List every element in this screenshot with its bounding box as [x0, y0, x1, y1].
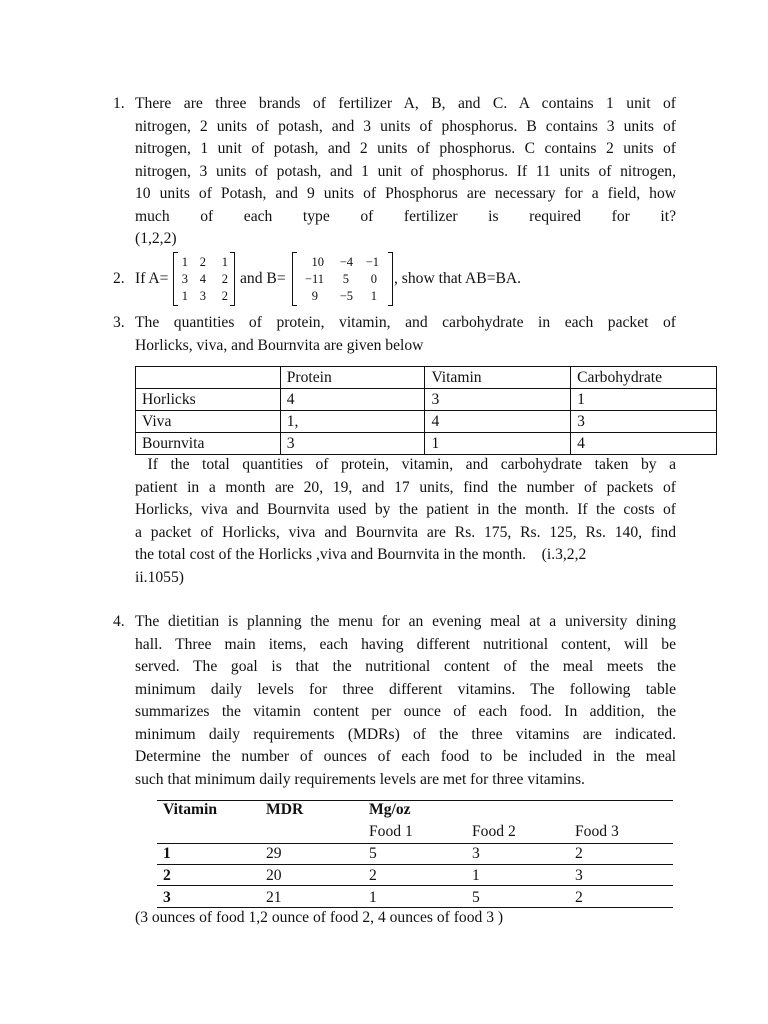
text-line: Horlicks, viva, and Bournvita are given below — [135, 336, 424, 354]
matrix-cell: 10 — [311, 255, 324, 269]
table-header-cell — [136, 367, 281, 389]
matrix-b-label: and B= — [240, 270, 286, 287]
table-cell: 5 — [472, 889, 480, 906]
matrix-cell: 9 — [311, 289, 318, 303]
text-line: Determine the number of ounces of each food to be included in the meal — [135, 748, 676, 765]
matrix-cell: 1 — [181, 289, 188, 303]
table-cell: Horlicks — [136, 389, 281, 411]
table-cell: 2 — [163, 867, 171, 884]
question-number: 1. — [113, 95, 125, 112]
vitamin-table — [157, 799, 673, 909]
table-cell: 3 — [163, 889, 171, 906]
matrix-cell: 4 — [199, 272, 206, 286]
table-cell: Viva — [136, 411, 281, 433]
table-header-cell: Protein — [280, 367, 425, 389]
table-cell: 2 — [575, 889, 583, 906]
table-cell: 3 — [425, 389, 571, 411]
table-cell: 1, — [280, 411, 425, 433]
question-number: 2. — [113, 270, 125, 287]
table-cell: 5 — [369, 845, 377, 862]
matrix-cell: −5 — [339, 289, 353, 303]
text-line: If the total quantities of protein, vitamin, and carbohydrate taken by a — [135, 456, 676, 473]
table-cell: 3 — [280, 433, 425, 455]
question-3-body — [135, 454, 676, 589]
matrix-a-label: If A= — [135, 270, 169, 287]
text-line: patient in a month are 20, 19, and 17 units, find the number of packets of — [135, 478, 676, 496]
table-row — [157, 887, 673, 909]
text-line: summarizes the vitamin content per ounce of each food. In addition, the — [135, 703, 676, 720]
table-cell: 1 — [163, 845, 171, 862]
text-line: such that minimum daily requirements levels are met for three vitamins. — [135, 770, 585, 788]
matrix-cell: 1 — [221, 255, 228, 269]
matrix-cell: −1 — [365, 255, 379, 269]
answer-text: (1,2,2) — [135, 230, 177, 247]
table-header-row — [157, 799, 673, 821]
text-line: hall. Three main items, each having different nutritional content, will be — [135, 635, 676, 653]
answer-text: (3 ounces of food 1,2 ounce of food 2, 4 ounces of food 3 ) — [135, 909, 504, 926]
text-line: 10 units of Potash, and 9 units of Phosphorus are necessary for a field, how — [135, 185, 676, 202]
table-cell: 3 — [472, 845, 480, 862]
matrix-cell: 1 — [181, 255, 188, 269]
matrix-cell: −4 — [339, 255, 353, 269]
text-line: nitrogen, 3 units of potash, and 1 unit of phosphorus. If 11 units of nitrogen, — [135, 162, 676, 180]
question-text — [135, 93, 676, 251]
table-cell: 2 — [575, 845, 583, 862]
table-cell: 4 — [571, 433, 717, 455]
text-line: The dietitian is planning the menu for an evening meal at a university dining — [135, 613, 676, 630]
table-cell: Bournvita — [136, 433, 281, 455]
table-cell: 4 — [425, 411, 571, 433]
text-line: minimum daily requirements (MDRs) of the three vitamins are indicated. — [135, 725, 676, 743]
question-text — [135, 611, 676, 791]
table-header-cell: Carbohydrate — [571, 367, 717, 389]
text-line: Horlicks, viva and Bournvita used by the patient in the month. If the costs of — [135, 501, 676, 518]
text-line: There are three brands of fertilizer A, B, and C. A contains 1 unit of — [135, 95, 676, 112]
matrix-a — [173, 252, 235, 306]
table-header-cell: MDR — [266, 801, 304, 818]
table-cell: 20 — [266, 867, 282, 884]
question-number: 3. — [113, 314, 125, 331]
matrix-cell: 5 — [342, 272, 349, 286]
table-cell: 21 — [266, 889, 282, 906]
table-cell: 3 — [571, 411, 717, 433]
text-line: minimum daily levels for three different vitamins. The following table — [135, 680, 676, 698]
table-row — [136, 433, 717, 455]
table-header-cell: Vitamin — [163, 801, 217, 818]
text-line: served. The goal is that the nutritional content of the meal meets the — [135, 658, 676, 675]
table-header-cell: Food 2 — [472, 823, 516, 840]
matrix-cell: 3 — [181, 272, 188, 286]
matrix-cell: 2 — [199, 255, 206, 269]
question-intro — [135, 312, 676, 357]
matrix-cell: 2 — [221, 272, 228, 286]
text-line: nitrogen, 2 units of potash, and 3 units of phosphorus. B contains 3 units of — [135, 117, 676, 135]
matrix-cell: 1 — [370, 289, 377, 303]
nutrient-table — [135, 366, 717, 455]
table-cell: 1 — [571, 389, 717, 411]
text-line: a packet of Horlicks, viva and Bournvita are Rs. 175, Rs. 125, Rs. 140, find — [135, 523, 676, 541]
table-cell: 3 — [575, 867, 583, 884]
table-header-cell: Food 3 — [575, 823, 619, 840]
matrix-cell: 3 — [199, 289, 206, 303]
text-line: nitrogen, 1 unit of potash, and 2 units of phosphorus. C contains 2 units of — [135, 140, 676, 157]
matrix-b — [292, 252, 393, 306]
table-row — [136, 411, 717, 433]
table-header-cell: Vitamin — [425, 367, 571, 389]
table-cell: 1 — [472, 867, 480, 884]
table-header-cell: Food 1 — [369, 823, 413, 840]
table-cell: 1 — [425, 433, 571, 455]
matrix-cell: 0 — [370, 272, 377, 286]
answer-text: ii.1055) — [135, 568, 184, 586]
table-cell: 29 — [266, 845, 282, 862]
table-header-row — [136, 367, 717, 389]
table-cell: 4 — [280, 389, 425, 411]
text-line: the total cost of the Horlicks ,viva and Bournvita in the month. (i.3,2,2 — [135, 546, 587, 563]
table-header-cell: Mg/oz — [369, 801, 411, 818]
question-number: 4. — [113, 613, 125, 630]
question-text: , show that AB=BA. — [394, 270, 522, 287]
table-cell: 2 — [369, 867, 377, 884]
table-subheader-row — [157, 821, 673, 843]
table-row — [157, 865, 673, 887]
text-line: much of each type of fertilizer is required for it? — [135, 207, 676, 225]
matrix-cell: −11 — [304, 272, 324, 286]
table-cell: 1 — [369, 889, 377, 906]
table-row — [136, 389, 717, 411]
table-row — [157, 843, 673, 865]
text-line: The quantities of protein, vitamin, and carbohydrate in each packet of — [135, 314, 676, 331]
matrix-cell: 2 — [221, 289, 228, 303]
